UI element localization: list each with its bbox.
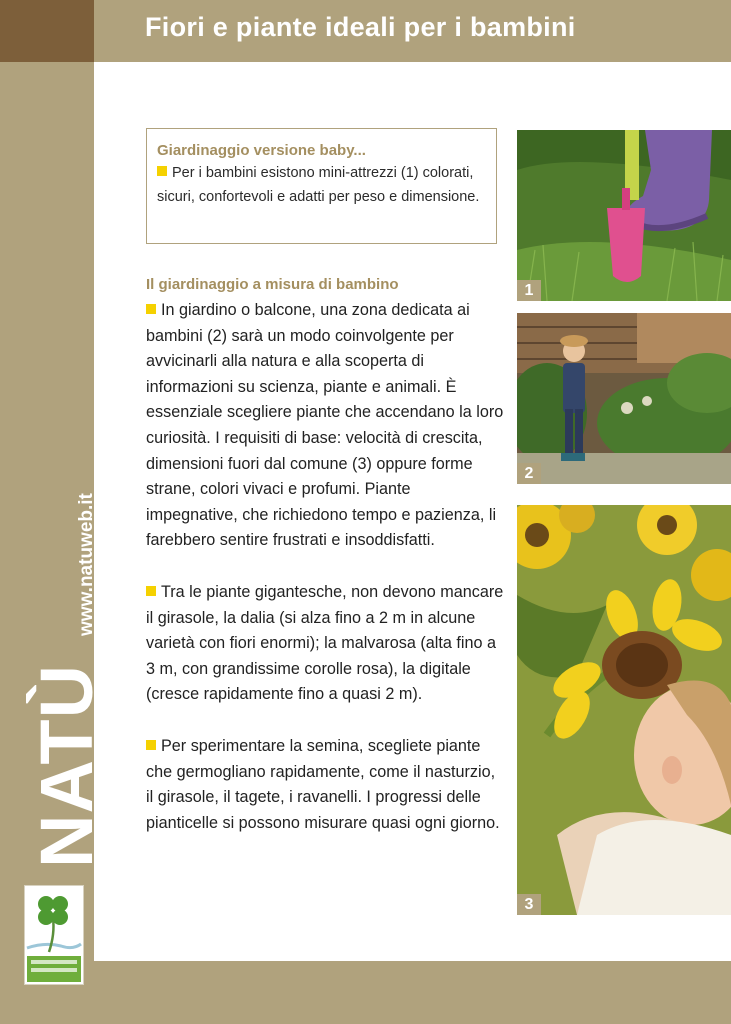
article-paragraph	[146, 298, 506, 554]
paragraph-text: In giardino o balcone, una zona dedicata ai bambini (2) sarà un modo coinvolgente per avvicinarli alla natura e alla scoperta di informazioni su scienza, piante e animali. È essenziale scegliere piante che accendano la loro curiosità. I requisiti di base: velocità di crescita, dimensioni fuori dal comune (3) oppure forme strane, colori vivaci e profumi. Piante impegnative, che richiedono tempo e pazienza, li farebbero sentire frustrati e insoddisfatti.	[146, 301, 504, 550]
child-garden-photo-icon	[517, 313, 731, 484]
clover-icon	[25, 886, 83, 984]
photo-child-garden	[517, 313, 731, 484]
photo-number-badge: 1	[517, 280, 541, 301]
article-title: Il giardinaggio a misura di bambino	[146, 276, 399, 293]
article-paragraph	[146, 580, 506, 708]
footer-band	[94, 961, 731, 1024]
bullet-square-icon	[146, 304, 156, 314]
info-box	[146, 128, 497, 244]
main-article	[146, 272, 506, 862]
vertical-brand	[25, 493, 108, 868]
promo-logo	[24, 885, 84, 985]
photo-garden-tools	[517, 130, 731, 301]
sidebar-corner	[0, 0, 94, 62]
info-box-title: Giardinaggio versione baby...	[157, 142, 366, 159]
photo-number-badge: 3	[517, 894, 541, 915]
info-box-text	[157, 161, 486, 209]
photo-sunflower-child	[517, 505, 731, 915]
page-title: Fiori e piante ideali per i bambini	[145, 12, 576, 42]
brand-url: www.natuweb.it	[76, 493, 97, 636]
article-paragraph	[146, 734, 506, 836]
paragraph-text: Per sperimentare la semina, scegliete piante che germogliano rapidamente, come il nasturzio, il girasole, il tagete, i ravanelli. I progressi delle pianticelle si possono misurare quasi ogni giorno.	[146, 736, 500, 832]
bullet-square-icon	[146, 740, 156, 750]
paragraph-text: Tra le piante gigantesche, non devono mancare il girasole, la dalia (si alza fino a 2 m in alcune varietà con fiori enormi); la malvarosa (alta fino a 3 m, con grandissime corolle rosa), la digitale (cresce rapidamente fino a quasi 2 m).	[146, 582, 504, 704]
brand-name: NATÙ	[25, 663, 108, 868]
bullet-square-icon	[157, 166, 167, 176]
bullet-square-icon	[146, 586, 156, 596]
info-box-body: Per i bambini esistono mini-attrezzi (1) colorati, sicuri, confortevoli e adatti per peso e dimensione.	[157, 165, 480, 205]
photo-number-badge: 2	[517, 463, 541, 484]
sunflower-child-photo-icon	[517, 505, 731, 915]
garden-tools-photo-icon	[517, 130, 731, 301]
